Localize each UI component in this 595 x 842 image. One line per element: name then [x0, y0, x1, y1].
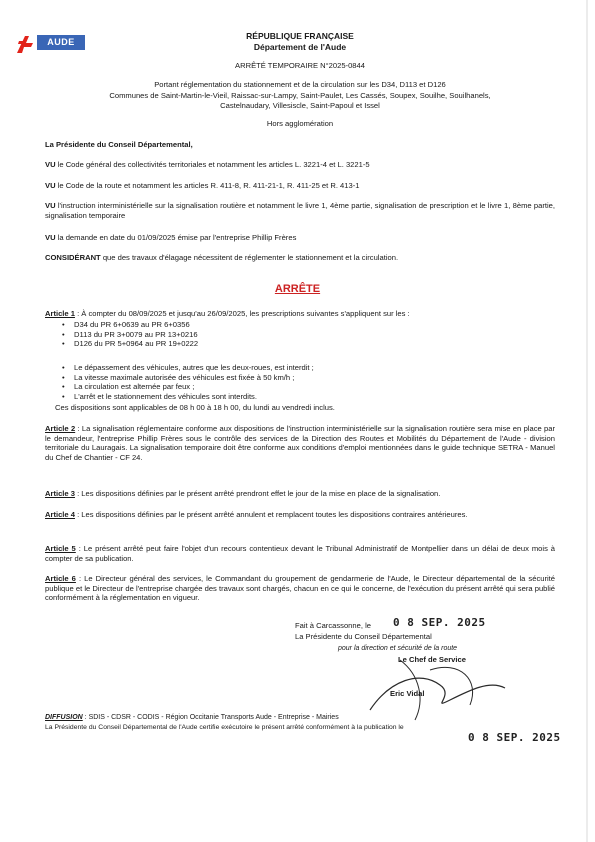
road-list [62, 320, 542, 349]
diffusion-label: DIFFUSION [45, 714, 83, 721]
signature-role: Le Chef de Service [398, 655, 466, 664]
article-5 [45, 544, 555, 563]
scan-edge [586, 0, 588, 842]
vu-keyword: VU [45, 181, 56, 190]
zone-line: Hors agglomération [266, 119, 334, 128]
vu-4 [45, 233, 555, 243]
certification-date-stamp: 0 8 SEP. 2025 [468, 731, 561, 744]
signatory-name: Eric Vidal [390, 689, 425, 698]
logo-text: AUDE [37, 35, 85, 50]
vu-text: le Code général des collectivités territoriales et notamment les articles L. 3221-4 et L. 3221-5 [55, 160, 370, 169]
aude-logo [15, 33, 85, 55]
considerant-text: que des travaux d'élagage nécessitent de réglementer le stationnement et la circulation. [100, 253, 399, 262]
list-item: • D113 du PR 3+0079 au PR 13+0216 [62, 330, 542, 340]
article-1-intro [45, 309, 555, 319]
list-item: • Le dépassement des véhicules, autres que les deux-roues, est interdit ; [62, 363, 542, 373]
article-label: Article 1 [45, 309, 75, 318]
arrete-number: ARRÊTÉ TEMPORAIRE N°2025-0844 [235, 61, 365, 70]
article-text: : La signalisation réglementaire conforme aux dispositions de l'instruction interministérielle sur la signalisation routière sera mise en place par le demandeur, l'entreprise Phillip Frères sous le contrôle des services de la Direction des Routes et Mobilités du Département de l'Aude - division territoriale du Lauragais. La signalisation temporaire doit être conforme aux conditions d'emploi mentionnées dans le guide technique SETRA - Manuel du Chef de Chantier - CF 24. [45, 424, 556, 462]
article-label: Article 5 [45, 544, 76, 553]
list-item: • La vitesse maximale autorisée des véhicules est fixée à 50 km/h ; [62, 373, 542, 383]
rules-list [62, 363, 542, 401]
vu-text: l'instruction interministérielle sur la signalisation routière et notamment le livre 1, 4ème partie, signalisation de prescription et le livre 1, 8ème partie, signalisation temporaire [45, 201, 555, 220]
list-item: • D126 du PR 5+0964 au PR 19+0222 [62, 339, 542, 349]
object-line-3: Castelnaudary, Villesiscle, Saint-Papoul et Issel [220, 101, 380, 110]
vu-2 [45, 181, 555, 191]
article-2 [45, 424, 555, 462]
vu-1 [45, 160, 555, 170]
republic-title: RÉPUBLIQUE FRANÇAISE [246, 31, 354, 41]
considerant-keyword: CONSIDÉRANT [45, 253, 101, 262]
article-6 [45, 574, 555, 603]
considerant [45, 253, 555, 263]
vu-keyword: VU [45, 160, 56, 169]
diffusion-line [45, 713, 555, 723]
article-text: : À compter du 08/09/2025 et jusqu'au 26/09/2025, les prescriptions suivantes s'appliquent sur les : [74, 309, 410, 318]
object-line-2: Communes de Saint-Martin-le-Vieil, Raissac-sur-Lampy, Saint-Paulet, Les Cassés, Soupex, Souilhe, Souilhanels, [109, 91, 491, 100]
signature-delegation: pour la direction et sécurité de la route [338, 645, 458, 652]
article-label: Article 6 [45, 574, 76, 583]
article-text: : Le présent arrêté peut faire l'objet d'un recours contentieux devant le Tribunal Administratif de Montpellier dans un délai de deux mois à compter de sa publication. [45, 544, 556, 563]
list-item: • D34 du PR 6+0639 au PR 6+0356 [62, 320, 542, 330]
vu-keyword: VU [45, 233, 56, 242]
vu-text: le Code de la route et notamment les articles R. 411-8, R. 411-21-1, R. 411-25 et R. 413-1 [55, 181, 360, 190]
signature-for: La Présidente du Conseil Départemental [295, 632, 432, 641]
article-4 [45, 510, 555, 520]
arrete-title: ARRÊTE [274, 283, 321, 295]
list-item: • L'arrêt et le stationnement des véhicules sont interdits. [62, 392, 542, 402]
certification-line: La Présidente du Conseil Départemental de l'Aude certifie exécutoire le présent arrêté conformément à la publication le [45, 724, 404, 731]
signature-place: Fait à Carcassonne, le [295, 621, 371, 630]
article-text: : Le Directeur général des services, le Commandant du groupement de gendarmerie de l'Aude, le Directeur départemental de la sécurité publique et le Directeur de l'entreprise chargée des travaux sont chargés, chacun en ce qui le concerne, de l'exécution du présent arrêté qui sera publié conformément à la réglementation en vigueur. [45, 574, 556, 603]
article-text: : Les dispositions définies par le présent arrêté prendront effet le jour de la mise en place de la signalisation. [74, 489, 441, 498]
diffusion-text: : SDIS - CDSR - CODIS - Région Occitanie Transports Aude - Entreprise - Mairies [82, 714, 339, 721]
article-label: Article 4 [45, 510, 75, 519]
article-label: Article 3 [45, 489, 75, 498]
aude-logo-icon [15, 33, 39, 55]
date-stamp: 0 8 SEP. 2025 [393, 616, 486, 629]
object-line-1: Portant réglementation du stationnement et de la circulation sur les D34, D113 et D126 [154, 80, 446, 89]
president-line: La Présidente du Conseil Départemental, [45, 140, 193, 149]
list-item: • La circulation est alternée par feux ; [62, 382, 542, 392]
vu-text: la demande en date du 01/09/2025 émise par l'entreprise Phillip Frères [55, 233, 297, 242]
department-title: Département de l'Aude [253, 42, 347, 52]
article-label: Article 2 [45, 424, 76, 433]
article-3 [45, 489, 555, 499]
vu-3 [45, 201, 555, 220]
article-text: : Les dispositions définies par le présent arrêté annulent et remplacent toutes les dispositions contraires antérieures. [74, 510, 468, 519]
article-1-hours: Ces dispositions sont applicables de 08 h 00 à 18 h 00, du lundi au vendredi inclus. [55, 403, 335, 412]
vu-keyword: VU [45, 201, 56, 210]
